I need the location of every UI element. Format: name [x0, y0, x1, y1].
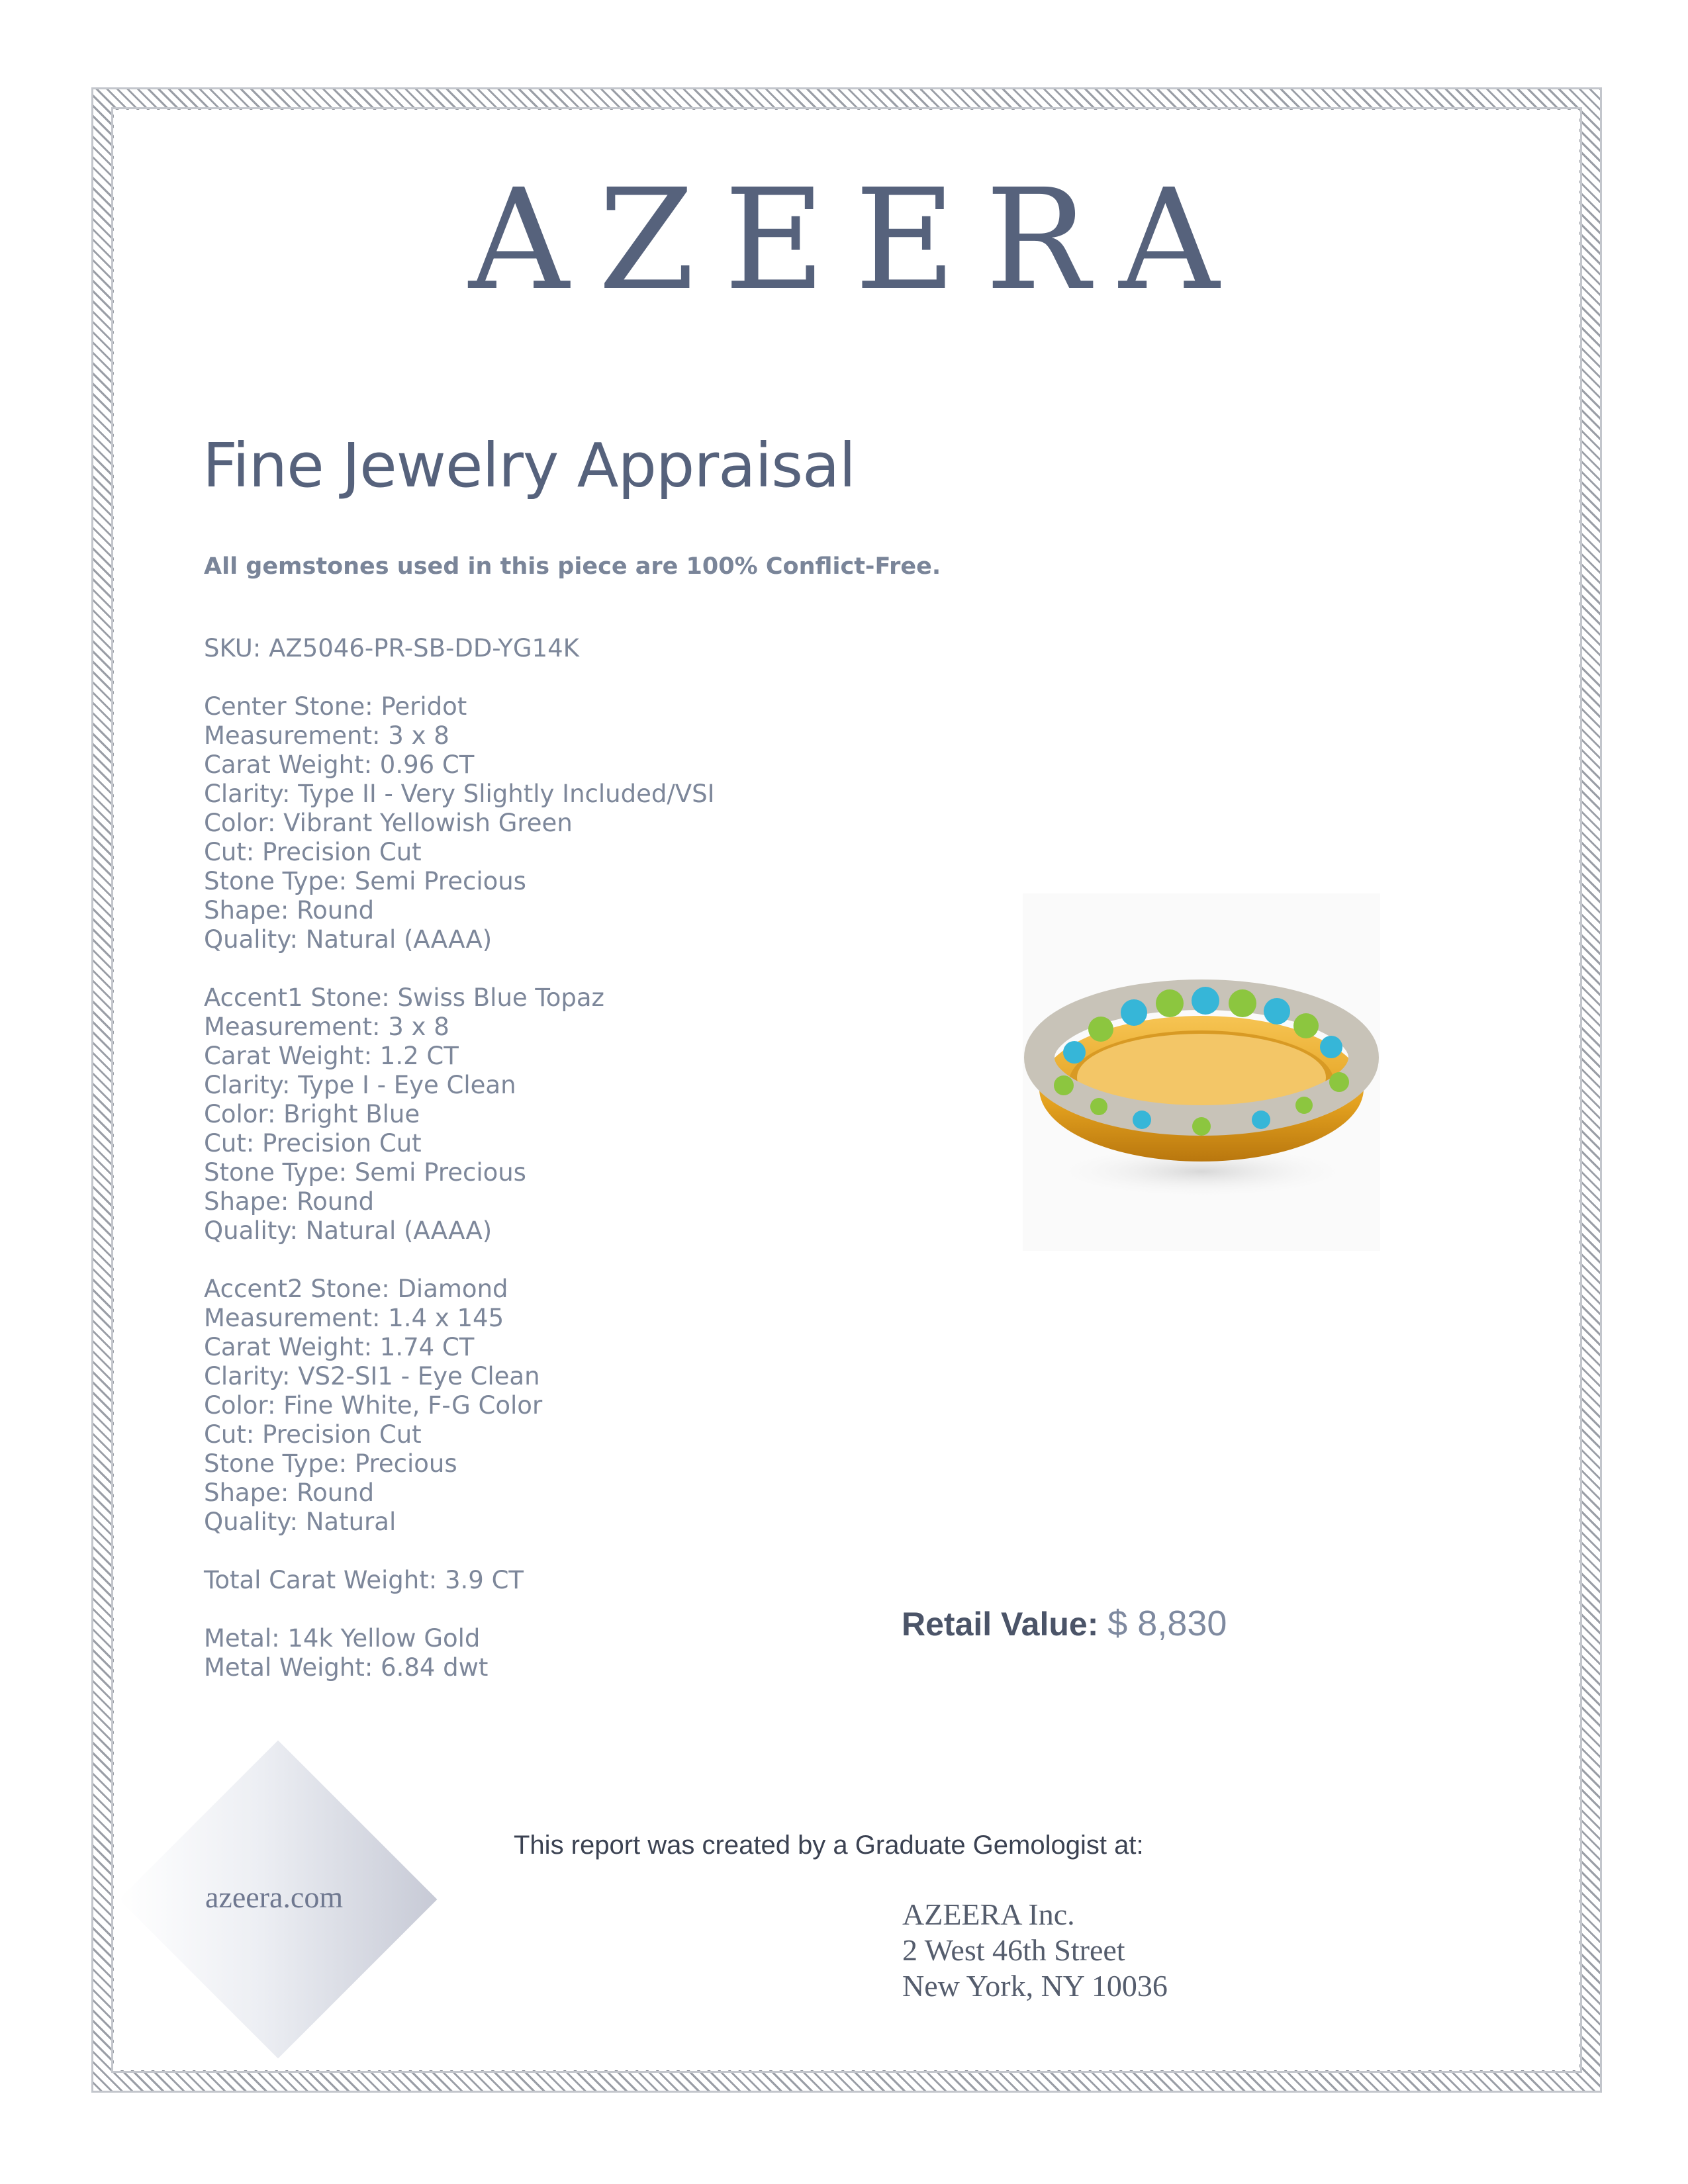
- detail-line: Carat Weight: 0.96 CT: [204, 751, 475, 779]
- detail-line: Measurement: 3 x 8: [204, 721, 449, 750]
- ring-icon: [1023, 893, 1380, 1251]
- brand-logo: AZEERA: [469, 159, 1248, 321]
- detail-line: Metal Weight: 6.84 dwt: [204, 1653, 489, 1682]
- detail-line: Accent2 Stone: Diamond: [204, 1275, 508, 1303]
- conflict-free-note: All gemstones used in this piece are 100% Conflict-Free.: [204, 553, 941, 580]
- retail-value-label: Retail Value:: [902, 1606, 1099, 1643]
- ring-image: [1023, 893, 1380, 1251]
- detail-line: Cut: Precision Cut: [204, 838, 422, 866]
- company-address: [902, 1897, 1168, 2004]
- metal-section: [204, 1624, 932, 1682]
- detail-line: Cut: Precision Cut: [204, 1129, 422, 1158]
- detail-line: Shape: Round: [204, 1187, 375, 1216]
- detail-line: Color: Fine White, F-G Color: [204, 1391, 543, 1420]
- appraisal-details: [204, 634, 932, 1682]
- detail-line: Color: Bright Blue: [204, 1100, 420, 1128]
- detail-line: Quality: Natural (AAAA): [204, 925, 492, 954]
- detail-line: Stone Type: Semi Precious: [204, 1158, 526, 1187]
- retail-value: [902, 1603, 1227, 1644]
- address-line: AZEERA Inc.: [902, 1897, 1075, 1931]
- website-link[interactable]: azeera.com: [205, 1880, 344, 1914]
- accent2-stone-section: [204, 1275, 932, 1537]
- detail-line: Clarity: Type I - Eye Clean: [204, 1071, 516, 1099]
- detail-line: Color: Vibrant Yellowish Green: [204, 809, 573, 837]
- detail-line: Center Stone: Peridot: [204, 692, 467, 721]
- total-carat-weight: Total Carat Weight: 3.9 CT: [204, 1566, 524, 1594]
- detail-line: Clarity: VS2-SI1 - Eye Clean: [204, 1362, 540, 1390]
- detail-line: Quality: Natural: [204, 1508, 397, 1536]
- detail-line: Shape: Round: [204, 1479, 375, 1507]
- detail-line: Shape: Round: [204, 896, 375, 925]
- detail-line: Cut: Precision Cut: [204, 1420, 422, 1449]
- detail-line: Measurement: 1.4 x 145: [204, 1304, 504, 1332]
- detail-line: Accent1 Stone: Swiss Blue Topaz: [204, 983, 604, 1012]
- detail-line: Carat Weight: 1.74 CT: [204, 1333, 475, 1361]
- detail-line: Metal: 14k Yellow Gold: [204, 1624, 481, 1653]
- detail-line: Carat Weight: 1.2 CT: [204, 1042, 459, 1070]
- gemologist-statement: This report was created by a Graduate Gemologist at:: [514, 1831, 1144, 1860]
- accent1-stone-section: [204, 983, 932, 1246]
- detail-line: Clarity: Type II - Very Slightly Included/VSI: [204, 780, 715, 808]
- detail-line: Quality: Natural (AAAA): [204, 1216, 492, 1245]
- detail-line: Stone Type: Precious: [204, 1449, 457, 1478]
- retail-value-amount: $ 8,830: [1107, 1604, 1227, 1643]
- address-line: 2 West 46th Street: [902, 1933, 1125, 1967]
- sku-line: SKU: AZ5046-PR-SB-DD-YG14K: [204, 634, 579, 662]
- detail-line: Stone Type: Semi Precious: [204, 867, 526, 895]
- address-line: New York, NY 10036: [902, 1969, 1168, 2003]
- center-stone-section: [204, 692, 932, 954]
- detail-line: Measurement: 3 x 8: [204, 1013, 449, 1041]
- page-title: Fine Jewelry Appraisal: [203, 430, 855, 501]
